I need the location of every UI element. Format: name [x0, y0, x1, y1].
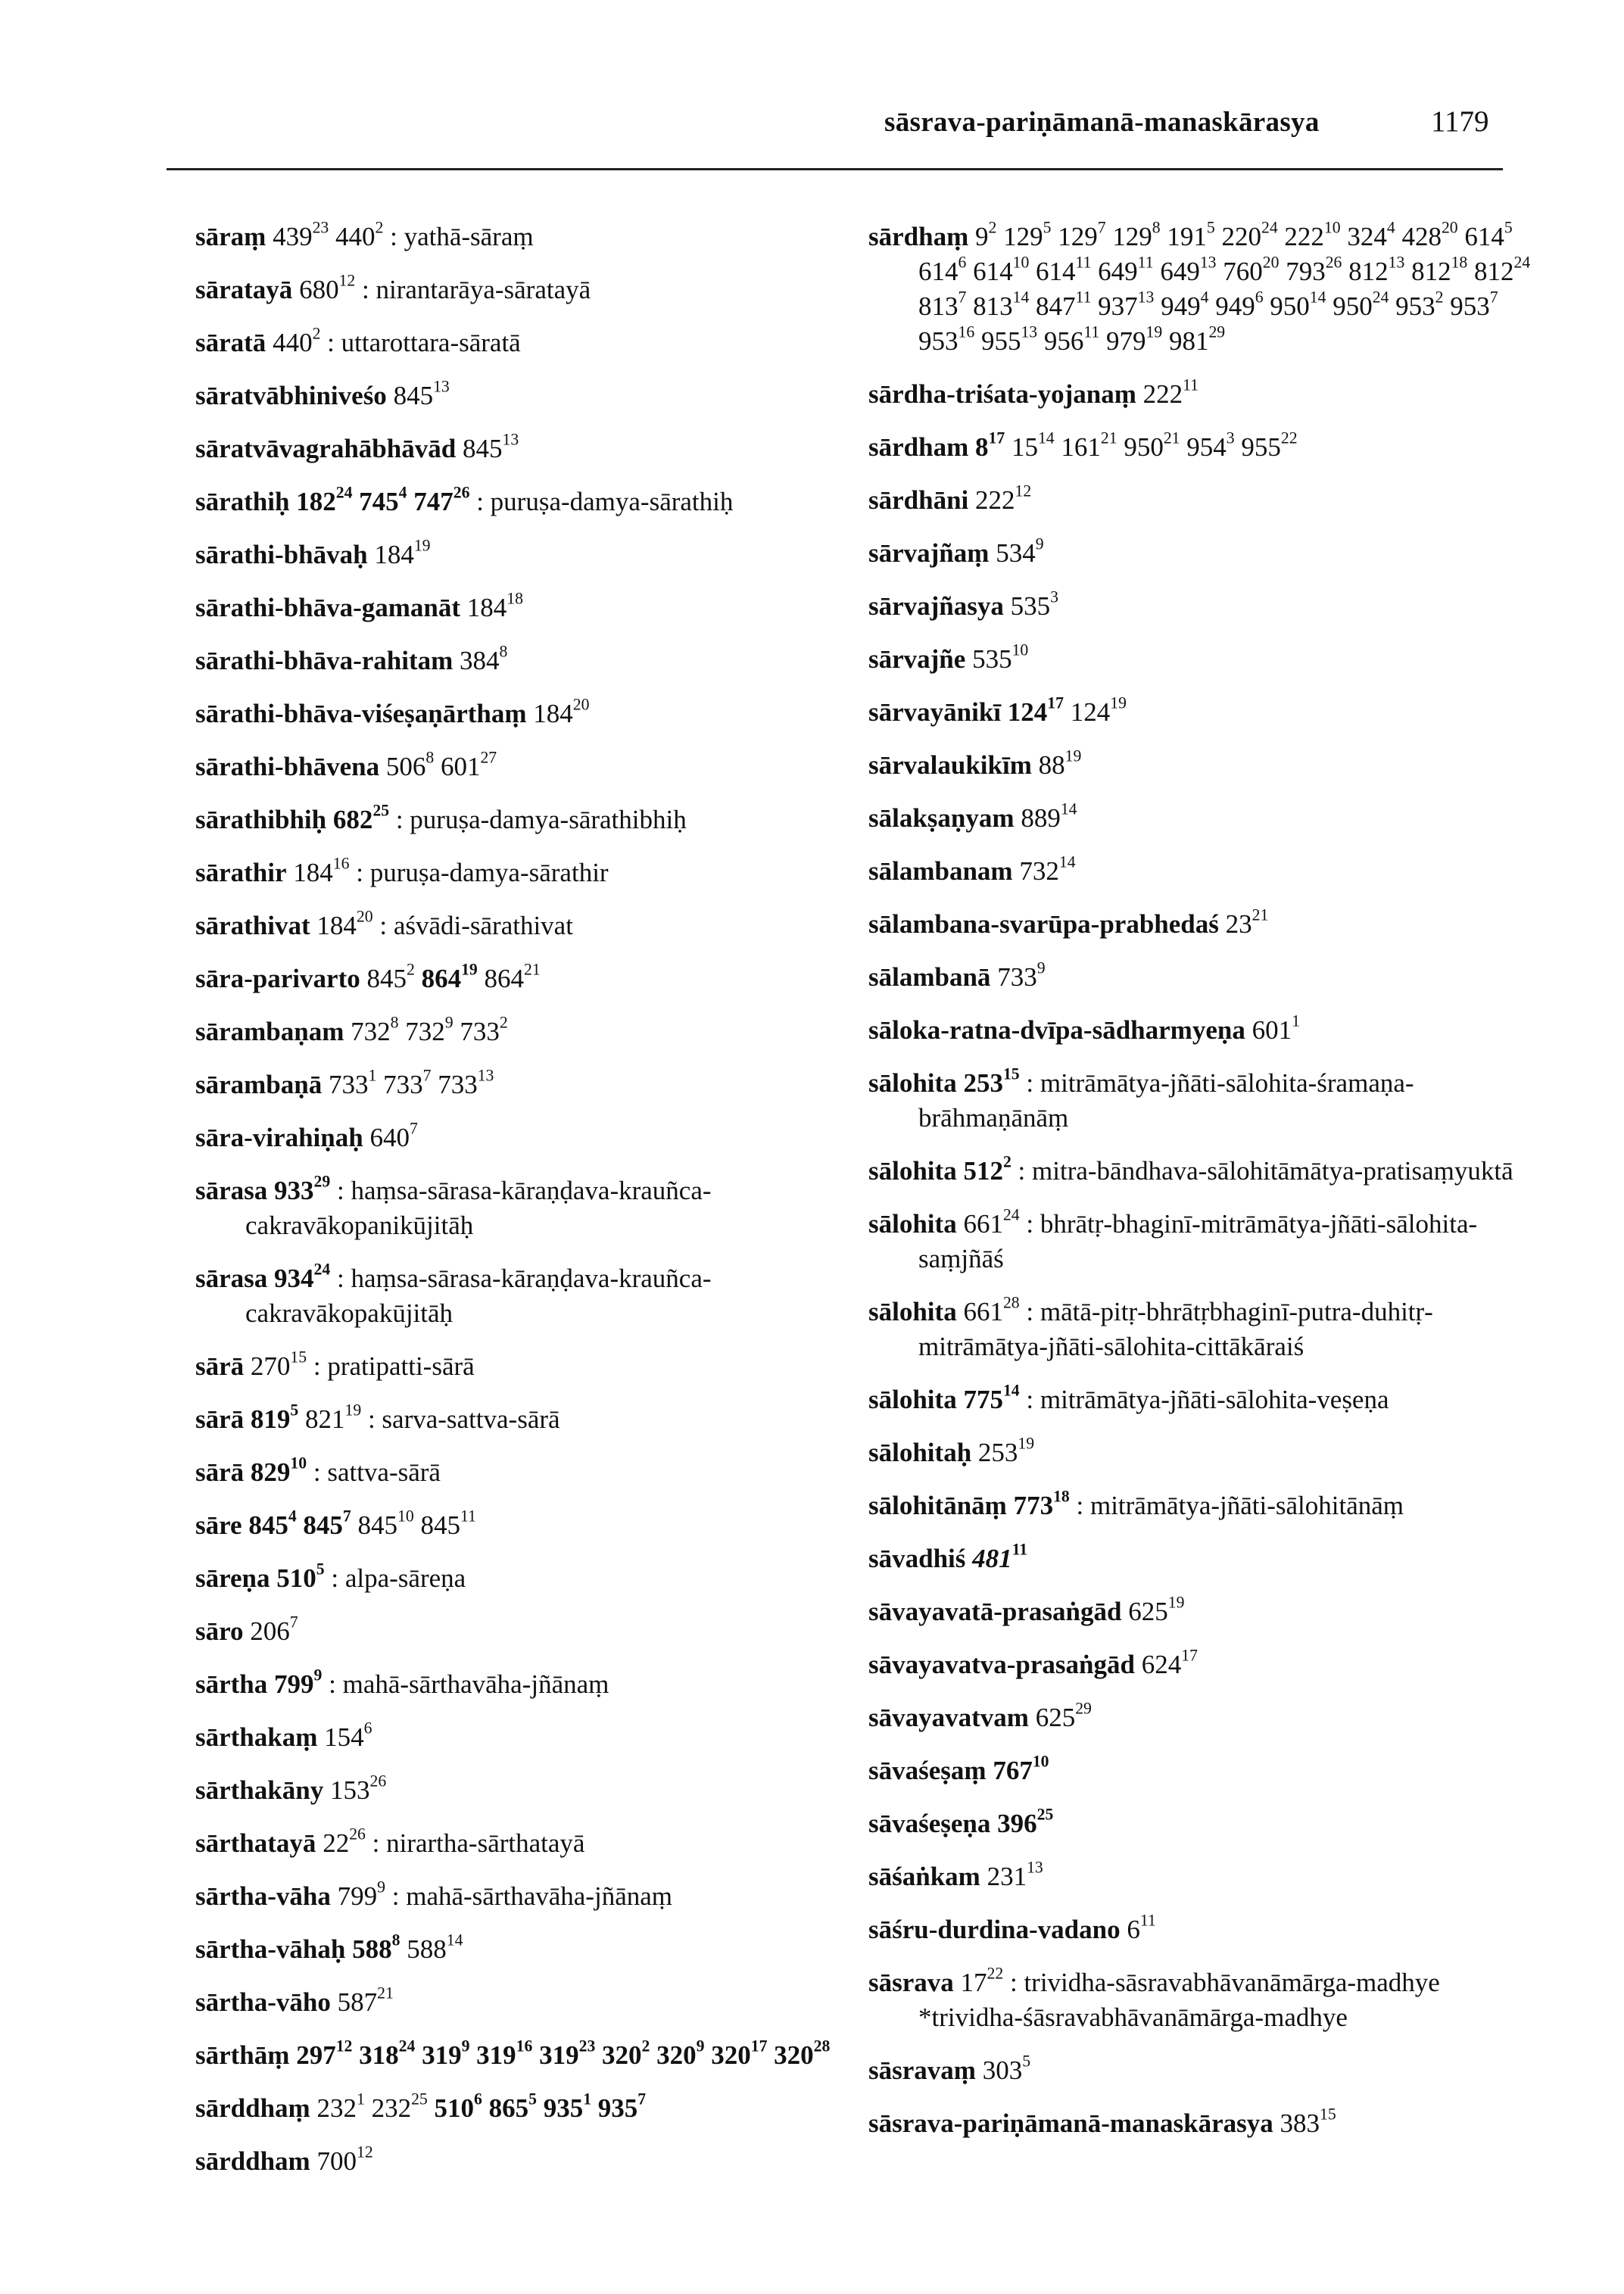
entry-gloss: : uttarottara-sāratā	[320, 328, 521, 357]
index-entry	[868, 801, 1535, 836]
index-entry	[195, 1985, 846, 2020]
entry-headword: sāratā	[195, 328, 267, 357]
entry-headword: sārathibhiḥ	[195, 805, 327, 834]
entry-gloss: : aśvādi-sārathivat	[372, 911, 573, 940]
entry-references: $588^8$ $588^{14}$	[352, 1931, 463, 1964]
index-entry	[195, 750, 846, 784]
entry-headword: sārthakaṃ	[195, 1722, 318, 1752]
index-entry	[868, 1154, 1535, 1189]
entry-headword: sārathiḥ	[195, 487, 290, 516]
entry-headword: sārambaṇā	[195, 1070, 323, 1099]
index-entry	[868, 1207, 1535, 1276]
entry-references: $845^{13}$	[462, 430, 519, 463]
entry-references: $184^{20}$	[316, 907, 373, 940]
entry-references: $625^{19}$	[1128, 1593, 1185, 1626]
entry-references: $535^{10}$	[972, 641, 1029, 674]
index-entry	[868, 1488, 1535, 1523]
index-entry	[195, 1015, 846, 1049]
entry-references: $440^2$	[273, 324, 321, 357]
entry-references: $184^{16}$	[293, 854, 350, 887]
entry-references: $232^1$ $232^{25}$ $510^6$ $865^5$ $935^1$ $935^7$	[316, 2090, 647, 2123]
index-entry	[195, 909, 846, 943]
entry-references: $184^{18}$	[466, 589, 523, 622]
entry-references: $773^{18}$	[1013, 1487, 1070, 1520]
entry-headword: sāraṃ	[195, 222, 267, 251]
entry-references: $9^2$ $129^5$ $129^7$ $129^8$ $191^5$ $220^{24}$ $222^{10}$ $324^4$ $428^{20}$ $614^5$ $614^6$ $614^{10}$ $614^{11}$ $649^{11}$ $649^{13}$ $760^{20}$ $793^{26}$ $812^{13}$ $812^{18}$ $812^{24}$ $813^7$ $813^{14}$ $847^{11}$ $937^{13}$ $949^4$ $949^6$ $950^{14}$ $950^{24}$ $953^2$ $953^7$ $953^{16}$ $955^{13}$ $956^{11}$ $979^{19}$ $981^{29}$	[918, 218, 1531, 356]
entry-gloss: : pratipatti-sārā	[307, 1351, 475, 1381]
entry-headword: sāreṇa	[195, 1563, 270, 1593]
entry-gloss: : mātā-pitṛ-bhrātṛbhaginī-putra-duhitṛ-mitrāmātya-jñāti-sālohita-cittākāraiś	[918, 1297, 1433, 1361]
entry-references: $8^{17}$ $15^{14}$ $161^{21}$ $950^{21}$ $954^3$ $955^{22}$	[975, 429, 1298, 462]
index-entry	[195, 1561, 846, 1596]
index-entry	[195, 1932, 846, 1967]
index-entry	[868, 1806, 1535, 1841]
entry-gloss: : sattva-sārā	[307, 1457, 441, 1487]
entry-headword: sālohitaḥ	[868, 1438, 972, 1467]
entry-headword: sālohita	[868, 1209, 957, 1239]
entry-headword: sāśaṅkam	[868, 1862, 980, 1891]
index-entry	[195, 432, 846, 466]
entry-references: $184^{20}$	[533, 695, 590, 728]
entry-references: $682^{25}$	[332, 801, 390, 834]
index-entry	[868, 2106, 1535, 2141]
index-entry	[195, 1173, 846, 1243]
index-entry	[195, 1402, 846, 1437]
index-entry	[868, 1594, 1535, 1629]
index-entry	[195, 1121, 846, 1155]
entry-gloss: : puruṣa-damya-sārathiḥ	[469, 487, 734, 516]
entry-references: $845^{13}$	[393, 377, 450, 410]
entry-headword: sālambanam	[868, 856, 1013, 886]
entry-references: $154^6$	[324, 1719, 372, 1752]
index-entry	[195, 538, 846, 572]
entry-references: $512^2$	[963, 1152, 1011, 1186]
index-entry	[868, 642, 1535, 677]
entry-references: $625^{29}$	[1035, 1699, 1092, 1732]
entry-headword: sārdham	[868, 432, 969, 462]
entry-references: $845^2$ $864^{19}$ $864^{21}$	[366, 960, 541, 993]
entry-headword: sārā	[195, 1404, 245, 1434]
index-entry	[195, 1455, 846, 1490]
entry-references: $297^{12}$ $318^{24}$ $319^9$ $319^{16}$ $319^{23}$ $320^2$ $320^9$ $320^{17}$ $320^{28}$	[296, 2037, 831, 2070]
entry-headword: sālohitānāṃ	[868, 1491, 1007, 1520]
index-entry	[868, 695, 1535, 730]
index-entry	[195, 591, 846, 625]
running-head: sāsrava-pariṇāmanā-manaskārasya	[884, 107, 1320, 138]
index-entry	[868, 377, 1535, 412]
entry-headword: sārathi-bhāvena	[195, 752, 380, 781]
entry-references: $799^9$	[274, 1666, 323, 1699]
index-entry	[868, 1912, 1535, 1947]
index-entry	[195, 856, 846, 890]
index-entry	[195, 1614, 846, 1649]
entry-references: $384^8$	[460, 642, 508, 675]
entry-headword: sārvayānikī	[868, 697, 1002, 727]
entry-headword: sāvaśeṣeṇa	[868, 1809, 991, 1838]
index-entry	[195, 1508, 846, 1543]
entry-references: $767^{10}$	[993, 1752, 1049, 1785]
index-entry	[868, 1753, 1535, 1788]
entry-references: $88^{19}$	[1038, 746, 1082, 780]
entry-references: $17^{22}$	[960, 1964, 1004, 1997]
entry-headword: sārthakāny	[195, 1775, 324, 1805]
entry-references: $124^{17}$ $124^{19}$	[1007, 693, 1127, 727]
entry-headword: sāra-virahiṇaḥ	[195, 1123, 363, 1152]
entry-gloss: : mitra-bāndhava-sālohitāmātya-pratisaṃyuktā	[1011, 1156, 1513, 1186]
index-entry	[195, 803, 846, 837]
entry-headword: sārasa	[195, 1176, 268, 1205]
index-entry	[195, 1667, 846, 1702]
entry-gloss: : mitrāmātya-jñāti-sālohita-veṣeṇa	[1019, 1385, 1389, 1414]
entry-headword: sāvadhiś	[868, 1544, 966, 1573]
entry-references: $182^{24}$ $745^4$ $747^{26}$	[296, 483, 470, 516]
entry-references: $733^9$	[997, 958, 1046, 992]
header-rule	[167, 168, 1503, 170]
entry-references: $535^3$	[1010, 588, 1058, 621]
index-entry	[868, 1965, 1535, 2035]
entry-references: $661^{24}$	[963, 1205, 1020, 1239]
index-entry	[195, 485, 846, 519]
index-entry	[868, 430, 1535, 465]
entry-references: $732^{14}$	[1019, 852, 1076, 886]
entry-headword: sārdhaṃ	[868, 222, 969, 251]
entry-headword: sāvayavatva-prasaṅgād	[868, 1650, 1135, 1679]
entry-references: $383^{15}$	[1280, 2105, 1336, 2138]
entry-gloss: : yathā-sāraṃ	[383, 222, 534, 251]
entry-headword: sārathi-bhāva-viśeṣaṇārthaṃ	[195, 699, 527, 728]
entry-headword: sārtha-vāhaḥ	[195, 1934, 346, 1964]
entry-gloss: : haṃsa-sārasa-kāraṇḍava-krauñca-cakravākopanikūjitāḥ	[245, 1176, 712, 1240]
index-entry	[868, 220, 1535, 359]
entry-headword: sārvajñe	[868, 644, 966, 674]
index-entry	[195, 326, 846, 360]
index-entry	[868, 589, 1535, 624]
entry-headword: sāloka-ratna-dvīpa-sādharmyeṇa	[868, 1015, 1245, 1045]
entry-headword: sārvalaukikīm	[868, 750, 1032, 780]
entry-references: $732^8$ $732^9$ $733^2$	[351, 1013, 508, 1046]
index-entry	[195, 2038, 846, 2073]
entry-headword: sāratvāvagrahābhāvād	[195, 434, 457, 463]
index-entry	[868, 1295, 1535, 1364]
index-entry	[195, 1261, 846, 1331]
entry-headword: sāsravaṃ	[868, 2056, 976, 2085]
entry-headword: sārathi-bhāva-rahitam	[195, 646, 454, 675]
entry-references: $184^{19}$	[374, 536, 431, 569]
index-entry	[195, 1068, 846, 1102]
entry-headword: sālohita	[868, 1156, 957, 1186]
entry-references: $601^1$	[1252, 1011, 1300, 1045]
entry-headword: sālakṣaṇyam	[868, 803, 1015, 833]
entry-gloss: : alpa-sāreṇa	[324, 1563, 466, 1593]
index-entry	[868, 907, 1535, 942]
entry-references: $510^5$	[276, 1560, 325, 1593]
entry-headword: sārtha-vāha	[195, 1881, 331, 1911]
index-entry	[868, 1382, 1535, 1417]
index-entry	[868, 1541, 1535, 1576]
index-entry	[868, 1859, 1535, 1894]
entry-gloss: : mahā-sārthavāha-jñānaṃ	[385, 1881, 672, 1911]
entry-gloss: : nirartha-sārthatayā	[365, 1828, 585, 1858]
entry-references: $303^5$	[982, 2052, 1031, 2085]
entry-references: $6^{11}$	[1127, 1911, 1156, 1944]
entry-references: $231^{13}$	[987, 1858, 1043, 1891]
entry-headword: sārambaṇam	[195, 1017, 344, 1046]
entry-references: $624^{17}$	[1141, 1646, 1198, 1679]
entry-references: $253^{15}$	[963, 1064, 1020, 1098]
entry-headword: sāratvābhiniveśo	[195, 381, 387, 410]
entry-references: $889^{14}$	[1021, 799, 1077, 833]
entry-headword: sārddhaṃ	[195, 2093, 310, 2123]
index-entry	[195, 1349, 846, 1384]
entry-headword: sāro	[195, 1616, 244, 1646]
entry-gloss: : puruṣa-damya-sārathir	[349, 858, 609, 887]
entry-references: $934^{24}$	[274, 1260, 331, 1293]
entry-headword: sālohita	[868, 1297, 957, 1326]
entry-references: $253^{19}$	[977, 1434, 1035, 1467]
entry-references: $799^9$	[337, 1878, 385, 1911]
entry-references: $933^{29}$	[274, 1172, 331, 1205]
left-column	[195, 220, 846, 2197]
index-entry	[195, 379, 846, 413]
index-entry	[868, 1435, 1535, 1470]
entry-headword: sārthatayā	[195, 1828, 316, 1858]
index-entry	[868, 960, 1535, 995]
index-entry	[195, 1879, 846, 1914]
index-entry	[195, 220, 846, 254]
entry-headword: sārthāṃ	[195, 2040, 290, 2070]
entry-headword: sālohita	[868, 1068, 957, 1098]
entry-headword: sāsrava-pariṇāmanā-manaskārasya	[868, 2109, 1273, 2138]
entry-references: $153^{26}$	[329, 1772, 387, 1805]
entry-headword: sārathi-bhāva-gamanāt	[195, 593, 461, 622]
entry-references: $661^{28}$	[963, 1293, 1020, 1326]
entry-headword: sāvayavatvam	[868, 1703, 1029, 1732]
entry-headword: sārā	[195, 1457, 245, 1487]
index-entry	[195, 1720, 846, 1755]
entry-headword: sārddham	[195, 2146, 310, 2176]
entry-gloss: : mitrāmātya-jñāti-sālohita-śramaṇa-brāhmaṇānāṃ	[918, 1068, 1414, 1133]
entry-headword: sāsrava	[868, 1968, 954, 1997]
entry-headword: sārvajñasya	[868, 591, 1004, 621]
entry-gloss: : bhrātṛ-bhaginī-mitrāmātya-jñāti-sālohita-saṃjñāś	[918, 1209, 1478, 1273]
entry-references: $819^5$ $821^{19}$	[250, 1401, 362, 1434]
index-entry	[195, 1773, 846, 1808]
entry-headword: sārtha	[195, 1669, 268, 1699]
index-entry	[195, 962, 846, 996]
entry-references: $22^{26}$	[323, 1825, 366, 1858]
entry-headword: sāratayā	[195, 275, 293, 304]
entry-references: $481^{11}$	[972, 1540, 1028, 1573]
entry-references: $206^7$	[250, 1613, 298, 1646]
entry-references: $733^1$ $733^7$ $733^{13}$	[329, 1066, 494, 1099]
index-entry	[868, 483, 1535, 518]
entry-references: $396^{25}$	[997, 1805, 1054, 1838]
entry-references: $640^7$	[369, 1119, 418, 1152]
entry-headword: sārtha-vāho	[195, 1987, 331, 2017]
entry-gloss: : nirantarāya-sāratayā	[355, 275, 591, 304]
entry-gloss: : haṃsa-sārasa-kāraṇḍava-krauñca-cakravākopakūjitāḥ	[245, 1264, 712, 1328]
entry-references: $829^{10}$	[250, 1454, 307, 1487]
right-column	[868, 220, 1535, 2159]
entry-headword: sārathir	[195, 858, 287, 887]
index-entry	[868, 1700, 1535, 1735]
entry-headword: sārdha-triśata-yojanaṃ	[868, 379, 1136, 409]
entry-headword: sārathivat	[195, 911, 310, 940]
index-entry	[868, 1013, 1535, 1048]
entry-gloss: : trividha-sāsravabhāvanāmārga-madhye *trividha-śāsravabhāvanāmārga-madhye	[918, 1968, 1440, 2032]
entry-headword: sāśru-durdina-vadano	[868, 1915, 1121, 1944]
index-entry	[868, 536, 1535, 571]
entry-references: $700^{12}$	[316, 2143, 373, 2176]
entry-references: $775^{14}$	[963, 1381, 1020, 1414]
index-entry	[195, 1826, 846, 1861]
index-entry	[195, 273, 846, 307]
entry-headword: sāra-parivarto	[195, 964, 360, 993]
entry-references: $270^{15}$	[250, 1348, 307, 1381]
entry-references: $587^{21}$	[337, 1984, 394, 2017]
entry-headword: sāvaśeṣaṃ	[868, 1756, 987, 1785]
entry-gloss: : sarva-sattva-sārā	[361, 1404, 560, 1434]
entry-references: $222^{11}$	[1142, 376, 1199, 409]
entry-references: $845^4$ $845^7$ $845^{10}$ $845^{11}$	[248, 1507, 476, 1540]
index-entry	[195, 697, 846, 731]
index-entry	[195, 2091, 846, 2126]
entry-headword: sālambanā	[868, 962, 991, 992]
entry-gloss: : mahā-sārthavāha-jñānaṃ	[322, 1669, 609, 1699]
index-entry	[868, 748, 1535, 783]
entry-headword: sālambana-svarūpa-prabhedaś	[868, 909, 1219, 939]
index-entry	[868, 1647, 1535, 1682]
entry-headword: sāre	[195, 1510, 242, 1540]
entry-headword: sārā	[195, 1351, 245, 1381]
entry-headword: sālohita	[868, 1385, 957, 1414]
entry-references: $222^{12}$	[975, 482, 1032, 515]
index-entry	[868, 1066, 1535, 1136]
entry-references: $680^{12}$	[299, 271, 356, 304]
entry-references: $439^{23}$ $440^2$	[273, 218, 384, 251]
entry-gloss: : mitrāmātya-jñāti-sālohitānāṃ	[1069, 1491, 1404, 1520]
entry-references: $534^9$	[996, 535, 1044, 568]
entry-references: $506^8$ $601^{27}$	[385, 748, 497, 781]
index-entry	[868, 854, 1535, 889]
entry-gloss: : puruṣa-damya-sārathibhiḥ	[389, 805, 687, 834]
entry-references: $23^{21}$	[1225, 905, 1269, 939]
entry-headword: sāvayavatā-prasaṅgād	[868, 1597, 1122, 1626]
entry-headword: sārathi-bhāvaḥ	[195, 540, 368, 569]
index-entry	[868, 2053, 1535, 2088]
entry-headword: sārdhāni	[868, 485, 969, 515]
index-entry	[195, 644, 846, 678]
entry-headword: sārvajñaṃ	[868, 538, 990, 568]
entry-headword: sārasa	[195, 1264, 268, 1293]
index-entry	[195, 2144, 846, 2179]
page-number: 1179	[1431, 105, 1489, 138]
